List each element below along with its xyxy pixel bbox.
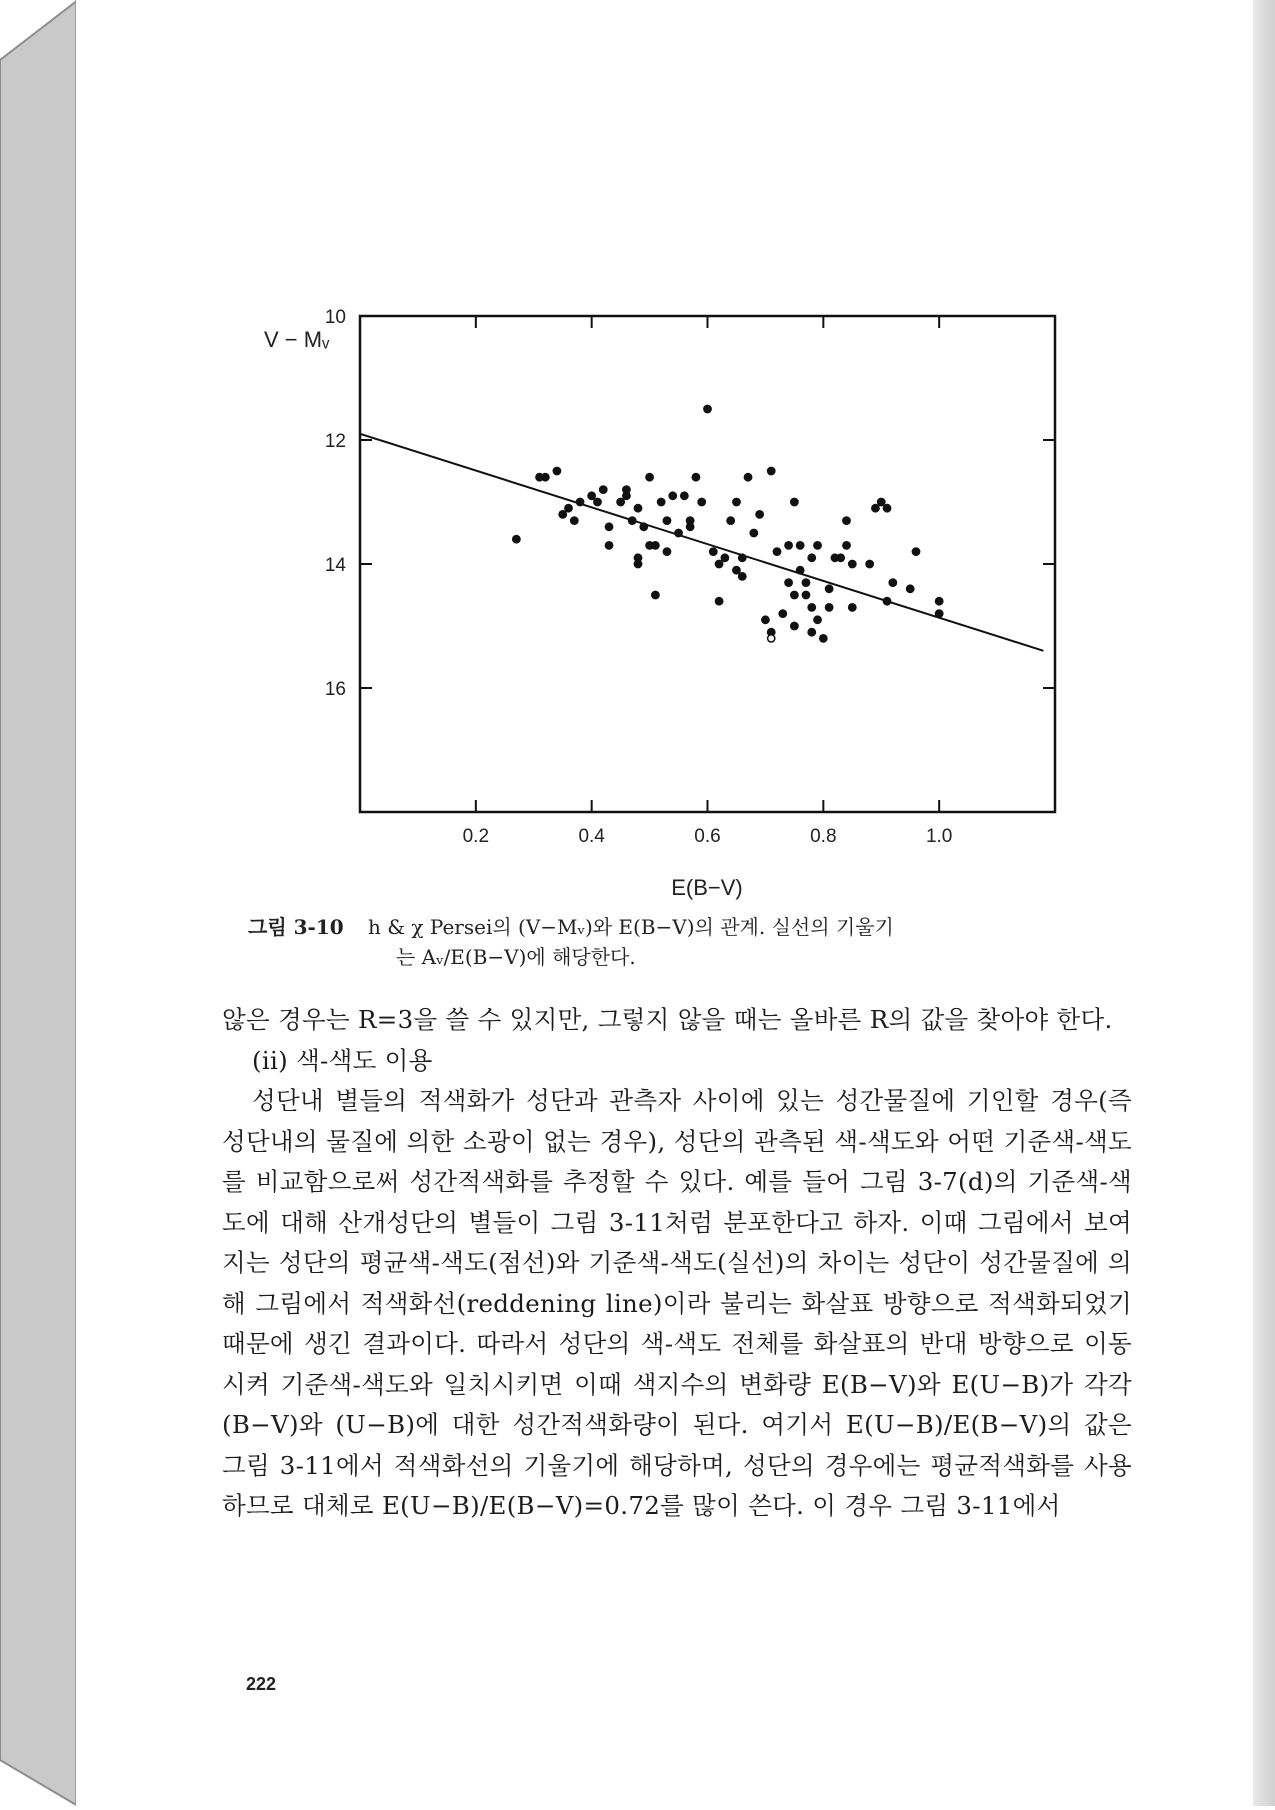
book-left-edge: [0, 0, 78, 1806]
data-point: [674, 529, 683, 538]
fit-line: [360, 434, 1043, 651]
paragraph-2: 성단내 별들의 적색화가 성단과 관측자 사이에 있는 성간물질에 기인할 경우(즉 성단내의 물질에 의한 소광이 없는 경우), 성단의 관측된 색-색도와 어떤 기준색-색도를 비교함으로써 성간적색화를 추정할 수 있다. 예를 들어 그림 3-7(d)의 기준색-색도에 대해 산개성단의 별들이 그림 3-11처럼 분포한다고 하자. 이때 그림에서 보여지는 성단의 평균색-색도(점선)와 기준색-색도(실선)의 차이는 성단이 성간물질에 의해 그림에서 적색화선(reddening line)이라 불리는 화살표 방향으로 적색화되었기 때문에 생긴 결과이다. 따라서 성단의 색-색도 전체를 화살표의 반대 방향으로 이동시켜 기준색-색도와 일치시키면 이때 색지수의 변화량 E(B−V)와 E(U−B)가 각각 (B−V)와 (U−B)에 대한 성간적색화량이 된다. 여기서 E(U−B)/E(B−V)의 값은 그림 3-11에서 적색화선의 기울기에 해당하며, 성단의 경우에는 평균적색화를 사용하므로 대체로 E(U−B)/E(B−V)=0.72를 많이 쓴다. 이 경우 그림 3-11에서: [222, 1086, 1132, 1520]
data-point: [576, 498, 585, 507]
data-point: [807, 603, 816, 612]
data-point: [720, 553, 729, 562]
page-number: 222: [246, 1674, 277, 1694]
data-point: [703, 405, 712, 414]
data-point: [935, 597, 944, 606]
data-point: [628, 516, 637, 525]
data-point: [715, 597, 724, 606]
data-point: [668, 491, 677, 500]
data-point: [605, 522, 614, 531]
open-data-point: [768, 635, 775, 642]
data-point: [935, 609, 944, 618]
data-point: [749, 529, 758, 538]
data-point: [709, 547, 718, 556]
data-point: [825, 603, 834, 612]
data-point: [807, 628, 816, 637]
data-point: [738, 553, 747, 562]
data-point: [796, 566, 805, 575]
data-point: [697, 498, 706, 507]
data-point: [813, 541, 822, 550]
data-point: [541, 473, 550, 482]
data-point: [564, 504, 573, 513]
data-point: [848, 603, 857, 612]
y-tick-label: 14: [324, 555, 346, 576]
figure-caption: [248, 912, 1128, 972]
data-point: [865, 560, 874, 569]
data-point: [570, 516, 579, 525]
data-point: [796, 541, 805, 550]
data-point: [599, 485, 608, 494]
chart-svg: [240, 300, 1120, 900]
paragraph-1: 않은 경우는 R=3을 쓸 수 있지만, 그렇지 않을 때는 올바른 R의 값을 찾아야 한다.: [222, 1005, 1113, 1034]
data-point: [663, 516, 672, 525]
data-point: [784, 578, 793, 587]
data-point: [888, 578, 897, 587]
book-page: [76, 0, 1253, 1806]
data-point: [680, 491, 689, 500]
book-right-edge: [1252, 0, 1275, 1806]
data-point: [605, 541, 614, 550]
y-axis-title: V − Mᵥ: [264, 327, 330, 352]
data-point: [512, 535, 521, 544]
y-tick-label: 16: [324, 679, 346, 700]
data-point: [651, 591, 660, 600]
data-point: [657, 498, 666, 507]
data-point: [738, 572, 747, 581]
data-point: [732, 498, 741, 507]
data-point: [761, 615, 770, 624]
plot-frame: [360, 316, 1055, 812]
data-point: [726, 516, 735, 525]
data-point: [692, 473, 701, 482]
x-axis-title: E(B−V): [671, 875, 743, 900]
data-point: [622, 491, 631, 500]
data-point: [906, 584, 915, 593]
body-text: [222, 1000, 1132, 1527]
y-tick-label: 12: [324, 431, 346, 452]
figure-number: 그림 3-10: [248, 915, 344, 939]
data-point: [883, 504, 892, 513]
data-point: [773, 547, 782, 556]
data-point: [836, 553, 845, 562]
data-point: [802, 578, 811, 587]
data-point: [778, 609, 787, 618]
x-tick-label: 0.2: [462, 826, 490, 847]
data-point: [744, 473, 753, 482]
data-point: [842, 541, 851, 550]
scatter-chart: [240, 300, 1120, 900]
data-point: [842, 516, 851, 525]
data-point: [883, 597, 892, 606]
data-point: [663, 547, 672, 556]
x-tick-label: 0.6: [694, 826, 721, 847]
data-point: [784, 541, 793, 550]
data-point: [819, 634, 828, 643]
data-point: [686, 522, 695, 531]
y-tick-label: 10: [324, 307, 346, 328]
data-point: [825, 584, 834, 593]
data-point: [790, 622, 799, 631]
data-point: [639, 522, 648, 531]
data-point: [767, 467, 776, 476]
data-point: [807, 553, 816, 562]
data-point: [553, 467, 562, 476]
data-point: [813, 615, 822, 624]
data-point: [848, 560, 857, 569]
data-point: [645, 473, 654, 482]
data-point: [790, 498, 799, 507]
data-point: [593, 498, 602, 507]
caption-line-1: h & χ Persei의 (V−Mᵥ)와 E(B−V)의 관계. 실선의 기울기: [368, 915, 894, 939]
x-tick-label: 1.0: [925, 826, 953, 847]
data-point: [634, 560, 643, 569]
data-point: [790, 591, 799, 600]
section-heading: (ii) 색-색도 이용: [252, 1045, 433, 1075]
data-point: [651, 541, 660, 550]
data-point: [912, 547, 921, 556]
data-point: [802, 591, 811, 600]
caption-line-2: 는 Aᵥ/E(B−V)에 해당한다.: [396, 945, 636, 969]
x-tick-label: 0.8: [810, 826, 837, 847]
x-tick-label: 0.4: [578, 826, 605, 847]
data-point: [755, 510, 764, 519]
data-point: [634, 504, 643, 513]
